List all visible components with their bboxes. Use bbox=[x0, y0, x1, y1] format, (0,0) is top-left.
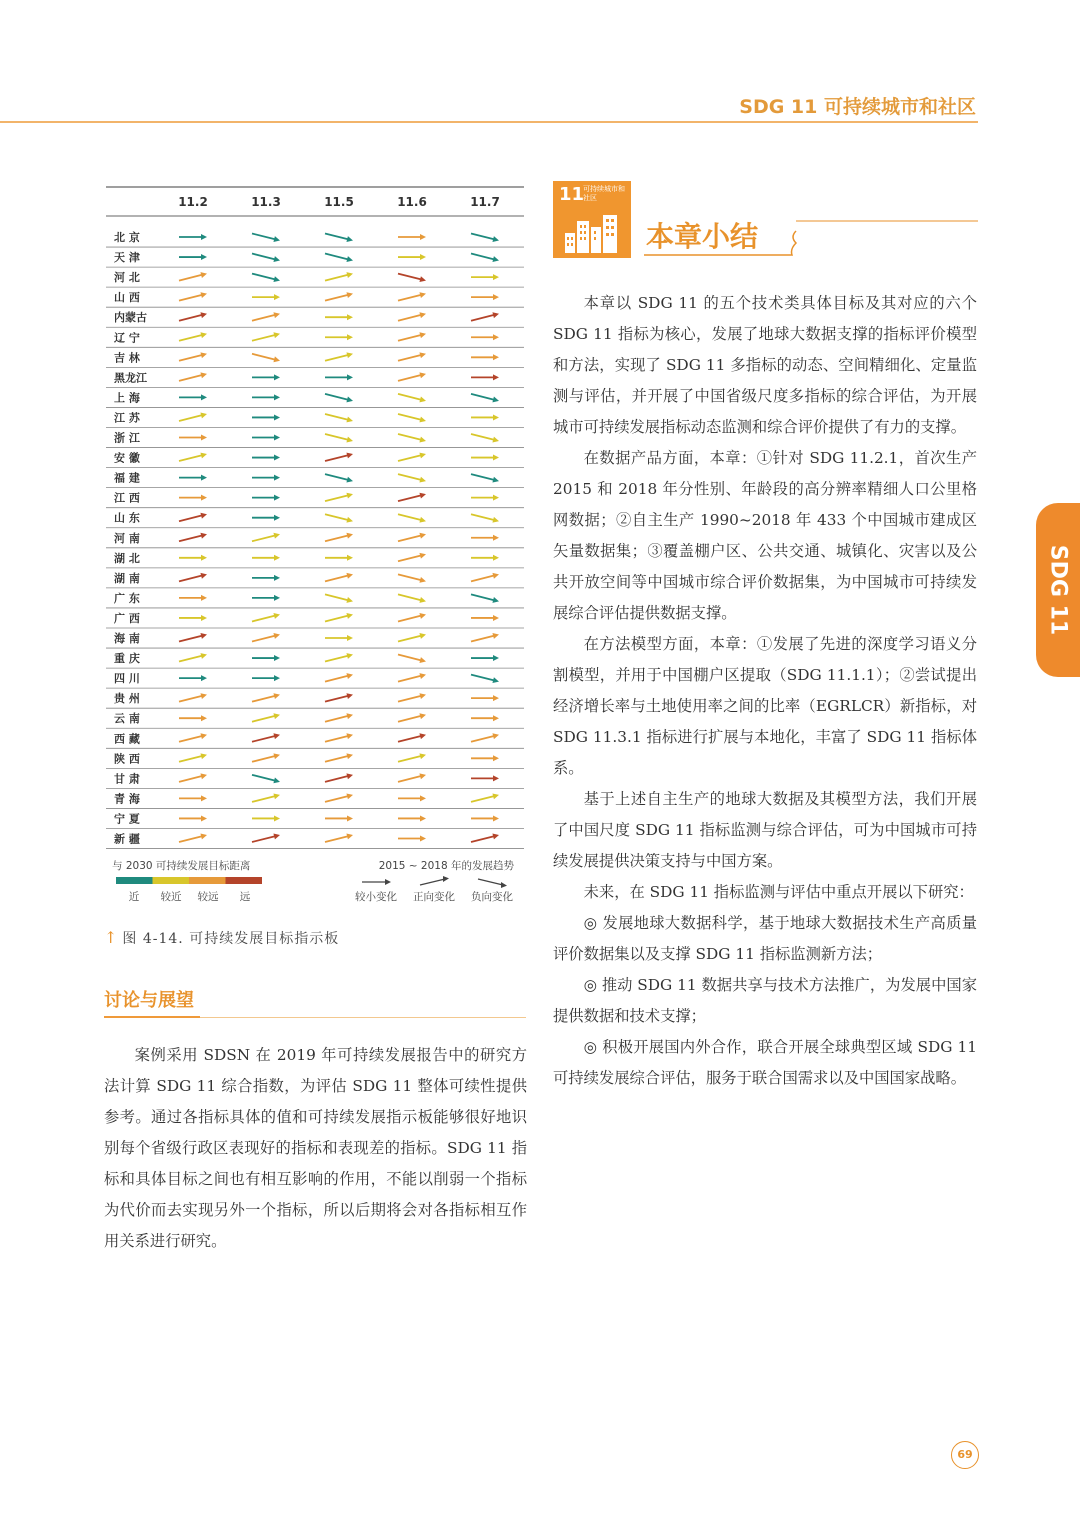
trend-arrow-icon bbox=[252, 655, 280, 661]
legend-left-item: 较远 bbox=[197, 891, 219, 903]
trend-arrow-icon bbox=[471, 675, 499, 683]
trend-arrow-icon bbox=[179, 475, 207, 481]
province-label: 重 庆 bbox=[114, 652, 140, 666]
city-buildings-icon bbox=[563, 211, 623, 253]
trend-arrow-icon bbox=[325, 713, 353, 721]
right-paragraphs bbox=[553, 288, 977, 1094]
trend-arrow-icon bbox=[471, 834, 499, 842]
trend-arrow-icon bbox=[471, 234, 499, 242]
trend-arrow-icon bbox=[398, 655, 426, 663]
province-label: 福 建 bbox=[114, 471, 140, 485]
province-label: 湖 北 bbox=[114, 551, 140, 565]
trend-arrow-icon bbox=[325, 272, 353, 280]
dashboard-figure bbox=[104, 182, 527, 907]
province-label: 黑龙江 bbox=[114, 371, 147, 385]
summary-paragraph: 本章以 SDG 11 的五个技术类具体目标及其对应的六个 SDG 11 指标为核心，发展了地球大数据支撑的指标评价模型和方法，实现了 SDG 11 多指标的动态、空间精细化、定量监测与评估，并开展了中国省级尺度多指标的综合评估，为开展城市可持续发展指标动态监测和综合评价提供了有力的支撑。 bbox=[553, 294, 977, 436]
trend-arrow-icon bbox=[471, 334, 499, 340]
trend-arrow-icon bbox=[252, 455, 280, 461]
table-row bbox=[106, 611, 524, 628]
table-row bbox=[106, 832, 524, 849]
caption-text: 图 4-14. 可持续发展目标指示板 bbox=[122, 931, 340, 947]
trend-arrow-icon bbox=[252, 475, 280, 481]
trend-arrow-icon bbox=[179, 595, 207, 601]
summary-paragraph: 在方法模型方面，本章：①发展了先进的深度学习语义分割模型，并用于中国棚户区提取（SDG 11.1.1）；②尝试提出经济增长率与土地使用率之间的比率（EGRLCR）新指标，对 SDG 11.3.1 指标进行扩展与本地化，丰富了 SDG 11 指标体系。 bbox=[553, 635, 977, 777]
trend-arrow-icon bbox=[179, 633, 207, 641]
trend-arrow-icon bbox=[252, 834, 280, 842]
trend-arrow-icon bbox=[398, 733, 426, 741]
legend-right-item: 较小变化 bbox=[355, 891, 397, 903]
province-label: 吉 林 bbox=[114, 351, 140, 365]
table-row bbox=[106, 491, 524, 508]
trend-arrow-icon bbox=[471, 633, 499, 641]
trend-arrow-icon bbox=[252, 575, 280, 581]
province-label: 青 海 bbox=[114, 792, 140, 806]
summary-paragraph: ◎ 积极开展国内外合作，联合开展全球典型区域 SDG 11 可持续发展综合评估，服务于联合国需求以及中国国家战略。 bbox=[553, 1038, 977, 1087]
trend-arrow-icon bbox=[398, 292, 426, 300]
table-row bbox=[106, 631, 524, 648]
trend-arrow-icon bbox=[471, 775, 499, 781]
table-row bbox=[106, 811, 524, 828]
trend-arrow-icon bbox=[179, 513, 207, 521]
column-header: 11.5 bbox=[324, 195, 354, 209]
trend-arrow-icon bbox=[471, 655, 499, 661]
trend-arrow-icon bbox=[471, 254, 499, 262]
header-divider bbox=[0, 121, 978, 123]
province-label: 贵 州 bbox=[114, 692, 140, 706]
province-label: 甘 肃 bbox=[114, 772, 140, 786]
province-label: 湖 南 bbox=[114, 571, 140, 585]
table-row bbox=[106, 431, 524, 448]
trend-arrow-icon bbox=[179, 435, 207, 441]
trend-arrow-icon bbox=[252, 555, 280, 561]
trend-arrow-icon bbox=[325, 555, 353, 561]
trend-arrow-icon bbox=[398, 414, 426, 422]
trend-arrow-icon bbox=[471, 495, 499, 501]
trend-arrow-icon bbox=[398, 514, 426, 522]
trend-arrow-icon bbox=[471, 733, 499, 741]
trend-arrow-icon bbox=[252, 312, 280, 320]
header-title: SDG 11 可持续城市和社区 bbox=[739, 96, 976, 118]
trend-arrow-icon bbox=[179, 653, 207, 661]
trend-arrow-icon bbox=[398, 613, 426, 621]
table-row bbox=[106, 591, 524, 608]
trend-arrow-icon bbox=[398, 553, 426, 561]
trend-arrow-icon bbox=[471, 615, 499, 621]
table-row bbox=[106, 410, 524, 427]
trend-arrow-icon bbox=[179, 615, 207, 621]
table-row bbox=[106, 551, 524, 568]
trend-arrow-icon bbox=[325, 394, 353, 402]
trend-arrow-icon bbox=[471, 434, 499, 442]
trend-arrow-icon bbox=[252, 254, 280, 262]
trend-arrow-icon bbox=[252, 435, 280, 441]
chapter-title-frame bbox=[640, 219, 980, 259]
table-row bbox=[106, 310, 524, 327]
province-label: 河 南 bbox=[114, 531, 140, 545]
trend-arrow-icon bbox=[252, 533, 280, 541]
table-row bbox=[106, 250, 524, 267]
trend-arrow-icon bbox=[398, 372, 426, 380]
trend-arrow-icon bbox=[471, 793, 499, 801]
province-label: 江 苏 bbox=[114, 411, 140, 425]
trend-arrow-icon bbox=[398, 713, 426, 721]
trend-arrow-icon bbox=[471, 414, 499, 420]
province-label: 云 南 bbox=[114, 712, 140, 726]
trend-arrow-icon bbox=[398, 594, 426, 602]
legend-swatch bbox=[189, 877, 226, 884]
trend-arrow-icon bbox=[179, 394, 207, 400]
trend-arrow-icon bbox=[325, 594, 353, 602]
column-header: 11.7 bbox=[470, 195, 500, 209]
legend-left-title: 与 2030 可持续发展目标距离 bbox=[112, 860, 251, 872]
trend-arrow-icon bbox=[252, 274, 280, 282]
table-row bbox=[106, 731, 524, 748]
trend-arrow-icon bbox=[252, 675, 280, 681]
table-row bbox=[106, 230, 524, 247]
trend-arrow-icon bbox=[252, 414, 280, 420]
side-tab-label: SDG 11 bbox=[1045, 544, 1071, 636]
summary-paragraph: 基于上述自主生产的地球大数据及其模型方法，我们开展了中国尺度 SDG 11 指标监测与综合评估，可为中国城市可持续发展提供决策支持与中国方案。 bbox=[553, 790, 977, 870]
trend-arrow-icon bbox=[252, 633, 280, 641]
trend-arrow-icon bbox=[398, 274, 426, 282]
trend-arrow-icon bbox=[471, 474, 499, 482]
table-row bbox=[106, 511, 524, 528]
table-row bbox=[106, 451, 524, 468]
table-row bbox=[106, 330, 524, 347]
section-title: 讨论与展望 bbox=[104, 990, 194, 1011]
trend-arrow-icon bbox=[398, 312, 426, 320]
trend-arrow-icon bbox=[471, 354, 499, 360]
trend-arrow-icon bbox=[398, 836, 426, 842]
left-paragraph bbox=[104, 1040, 527, 1257]
trend-arrow-icon bbox=[398, 434, 426, 442]
trend-arrow-icon bbox=[325, 292, 353, 300]
legend-left-item: 较近 bbox=[160, 891, 182, 903]
page-number: 69 bbox=[951, 1441, 979, 1469]
trend-arrow-icon bbox=[252, 495, 280, 501]
trend-arrow-icon bbox=[398, 493, 426, 501]
trend-arrow-icon bbox=[471, 594, 499, 602]
table-row bbox=[106, 751, 524, 768]
province-label: 新 疆 bbox=[114, 832, 140, 846]
province-label: 山 东 bbox=[114, 511, 140, 525]
trend-arrow-icon bbox=[252, 332, 280, 340]
trend-arrow-icon bbox=[179, 332, 207, 340]
province-label: 四 川 bbox=[114, 672, 140, 686]
trend-arrow-icon bbox=[325, 474, 353, 482]
trend-arrow-icon bbox=[252, 713, 280, 721]
trend-arrow-icon bbox=[471, 695, 499, 701]
trend-arrow-icon bbox=[325, 753, 353, 761]
legend-trend-arrow-icon bbox=[362, 879, 391, 885]
trend-arrow-icon bbox=[325, 334, 353, 340]
badge-label: 可持续城市和社区 bbox=[583, 185, 625, 202]
trend-arrow-icon bbox=[179, 234, 207, 240]
legend-swatch bbox=[226, 877, 263, 884]
section-underline-thin bbox=[200, 1017, 526, 1018]
trend-arrow-icon bbox=[325, 834, 353, 842]
trend-arrow-icon bbox=[398, 474, 426, 482]
trend-arrow-icon bbox=[252, 354, 280, 362]
section-underline bbox=[104, 1016, 200, 1018]
province-label: 山 西 bbox=[114, 291, 140, 305]
trend-arrow-icon bbox=[398, 773, 426, 781]
trend-arrow-icon bbox=[398, 533, 426, 541]
summary-paragraph: 在数据产品方面，本章：①针对 SDG 11.2.1，首次生产 2015 和 2018 年分性别、年龄段的高分辨率精细人口公里格网数据；②自主生产 1990~2018 年 433 个中国城市建成区矢量数据集；③覆盖棚户区、公共交通、城镇化、灾害以及公共开放空间等中国城市综合评价数据集，为中国城市可持续发展综合评估提供数据支撑。 bbox=[553, 449, 977, 622]
trend-arrow-icon bbox=[179, 272, 207, 280]
province-label: 江 西 bbox=[114, 491, 140, 505]
trend-arrow-icon bbox=[471, 815, 499, 821]
trend-arrow-icon bbox=[179, 675, 207, 681]
table-row bbox=[106, 651, 524, 668]
legend-right-title: 2015 ~ 2018 年的发展趋势 bbox=[378, 860, 514, 872]
trend-arrow-icon bbox=[252, 793, 280, 801]
trend-arrow-icon bbox=[179, 715, 207, 721]
trend-arrow-icon bbox=[398, 394, 426, 402]
trend-arrow-icon bbox=[471, 555, 499, 561]
trend-arrow-icon bbox=[398, 254, 426, 260]
trend-arrow-icon bbox=[252, 693, 280, 701]
caption-arrow-icon: ↑ bbox=[104, 928, 119, 947]
trend-arrow-icon bbox=[325, 673, 353, 681]
trend-arrow-icon bbox=[325, 573, 353, 581]
table-row bbox=[106, 571, 524, 588]
trend-arrow-icon bbox=[471, 455, 499, 461]
table-row bbox=[106, 290, 524, 307]
trend-arrow-icon bbox=[252, 234, 280, 242]
trend-arrow-icon bbox=[325, 613, 353, 621]
trend-arrow-icon bbox=[325, 793, 353, 801]
table-row bbox=[106, 672, 524, 688]
trend-arrow-icon bbox=[325, 815, 353, 821]
table-row bbox=[106, 370, 524, 387]
badge-number: 11 bbox=[559, 184, 585, 205]
trend-arrow-icon bbox=[471, 274, 499, 280]
trend-arrow-icon bbox=[252, 733, 280, 741]
trend-arrow-icon bbox=[398, 332, 426, 340]
summary-paragraph: ◎ 发展地球大数据科学，基于地球大数据技术生产高质量评价数据集以及支撑 SDG 11 指标监测新方法； bbox=[553, 914, 977, 963]
trend-arrow-icon bbox=[179, 292, 207, 300]
province-label: 河 北 bbox=[114, 271, 140, 285]
trend-arrow-icon bbox=[471, 535, 499, 541]
trend-arrow-icon bbox=[325, 314, 353, 320]
trend-arrow-icon bbox=[398, 795, 426, 801]
side-tab bbox=[1036, 503, 1080, 677]
trend-arrow-icon bbox=[179, 753, 207, 761]
trend-arrow-icon bbox=[325, 352, 353, 360]
trend-arrow-icon bbox=[398, 234, 426, 240]
trend-arrow-icon bbox=[398, 673, 426, 681]
column-header: 11.2 bbox=[178, 195, 208, 209]
trend-arrow-icon bbox=[179, 815, 207, 821]
trend-arrow-icon bbox=[179, 773, 207, 781]
province-label: 浙 江 bbox=[114, 431, 140, 445]
trend-arrow-icon bbox=[179, 412, 207, 420]
trend-arrow-icon bbox=[398, 574, 426, 582]
trend-arrow-icon bbox=[398, 453, 426, 461]
trend-arrow-icon bbox=[179, 495, 207, 501]
trend-arrow-icon bbox=[325, 635, 353, 641]
table-row bbox=[106, 711, 524, 728]
trend-arrow-icon bbox=[398, 815, 426, 821]
trend-arrow-icon bbox=[471, 514, 499, 522]
trend-arrow-icon bbox=[471, 755, 499, 761]
trend-arrow-icon bbox=[325, 693, 353, 701]
trend-arrow-icon bbox=[252, 294, 280, 300]
legend-swatch bbox=[116, 877, 153, 884]
trend-arrow-icon bbox=[179, 733, 207, 741]
trend-arrow-icon bbox=[471, 312, 499, 320]
legend-right-item: 正向变化 bbox=[413, 891, 455, 903]
trend-arrow-icon bbox=[398, 753, 426, 761]
trend-arrow-icon bbox=[325, 374, 353, 380]
table-row bbox=[106, 471, 524, 488]
trend-arrow-icon bbox=[325, 533, 353, 541]
trend-arrow-icon bbox=[325, 434, 353, 442]
trend-arrow-icon bbox=[325, 254, 353, 262]
legend-right-item: 负向变化 bbox=[471, 891, 513, 903]
trend-arrow-icon bbox=[471, 715, 499, 721]
province-label: 广 西 bbox=[114, 611, 140, 625]
legend-left-item: 近 bbox=[128, 891, 140, 903]
province-label: 陕 西 bbox=[114, 752, 140, 766]
trend-arrow-icon bbox=[471, 573, 499, 581]
sdg11-badge bbox=[553, 181, 631, 258]
trend-arrow-icon bbox=[179, 693, 207, 701]
trend-arrow-icon bbox=[471, 394, 499, 402]
trend-arrow-icon bbox=[179, 533, 207, 541]
trend-arrow-icon bbox=[325, 514, 353, 522]
table-row bbox=[106, 531, 524, 548]
table-row bbox=[106, 270, 524, 287]
summary-paragraph: ◎ 推动 SDG 11 数据共享与技术方法推广，为发展中国家提供数据和技术支撑； bbox=[553, 976, 977, 1025]
table-row bbox=[106, 350, 524, 367]
table-row bbox=[106, 771, 524, 788]
province-label: 辽 宁 bbox=[114, 331, 140, 345]
legend-swatch bbox=[153, 877, 190, 884]
province-label: 天 津 bbox=[114, 251, 140, 265]
province-label: 北 京 bbox=[114, 231, 140, 244]
trend-arrow-icon bbox=[252, 775, 280, 783]
trend-arrow-icon bbox=[471, 374, 499, 380]
trend-arrow-icon bbox=[252, 515, 280, 521]
trend-arrow-icon bbox=[398, 693, 426, 701]
province-label: 上 海 bbox=[114, 391, 140, 405]
province-label: 广 东 bbox=[114, 591, 140, 605]
trend-arrow-icon bbox=[179, 573, 207, 581]
province-label: 宁 夏 bbox=[114, 812, 140, 826]
trend-arrow-icon bbox=[325, 733, 353, 741]
trend-arrow-icon bbox=[325, 234, 353, 242]
province-label: 西 藏 bbox=[114, 732, 140, 746]
summary-paragraph: 未来，在 SDG 11 指标监测与评估中重点开展以下研究： bbox=[583, 883, 974, 901]
table-row bbox=[106, 390, 524, 407]
legend-left-item: 远 bbox=[239, 891, 251, 903]
trend-arrow-icon bbox=[325, 653, 353, 661]
trend-arrow-icon bbox=[325, 773, 353, 781]
figure-caption bbox=[104, 928, 339, 948]
trend-arrow-icon bbox=[179, 795, 207, 801]
trend-arrow-icon bbox=[325, 453, 353, 461]
trend-arrow-icon bbox=[179, 453, 207, 461]
trend-arrow-icon bbox=[252, 815, 280, 821]
legend-trend-arrow-icon bbox=[478, 879, 507, 888]
trend-arrow-icon bbox=[252, 595, 280, 601]
trend-arrow-icon bbox=[325, 493, 353, 501]
trend-arrow-icon bbox=[325, 414, 353, 422]
province-label: 海 南 bbox=[114, 632, 140, 645]
trend-arrow-icon bbox=[398, 633, 426, 641]
trend-arrow-icon bbox=[179, 834, 207, 842]
column-header: 11.6 bbox=[397, 195, 427, 209]
province-label: 安 徽 bbox=[114, 451, 140, 465]
trend-arrow-icon bbox=[179, 372, 207, 380]
trend-arrow-icon bbox=[471, 294, 499, 300]
column-header: 11.3 bbox=[251, 195, 281, 209]
trend-arrow-icon bbox=[398, 352, 426, 360]
trend-arrow-icon bbox=[179, 312, 207, 320]
table-row bbox=[106, 791, 524, 808]
trend-arrow-icon bbox=[252, 374, 280, 380]
trend-arrow-icon bbox=[252, 753, 280, 761]
legend-trend-arrow-icon bbox=[420, 876, 449, 885]
table-row bbox=[106, 691, 524, 708]
trend-arrow-icon bbox=[179, 254, 207, 260]
trend-arrow-icon bbox=[179, 352, 207, 360]
chapter-title: 本章小结 bbox=[646, 220, 759, 253]
trend-arrow-icon bbox=[252, 394, 280, 400]
trend-arrow-icon bbox=[252, 613, 280, 621]
province-label: 内蒙古 bbox=[114, 311, 147, 325]
left-paragraph-text: 案例采用 SDSN 在 2019 年可持续发展报告中的研究方法计算 SDG 11 综合指数，为评估 SDG 11 整体可续性提供参考。通过各指标具体的值和可持续发展指示板能够很好地识别每个省级行政区表现好的指标和表现差的指标。SDG 11 指标和具体目标之间也有相互影响的作用，不能以削弱一个指标为代价而去实现另外一个指标，所以后期将会对各指标相互作用关系进行研究。 bbox=[104, 1046, 527, 1250]
trend-arrow-icon bbox=[179, 555, 207, 561]
